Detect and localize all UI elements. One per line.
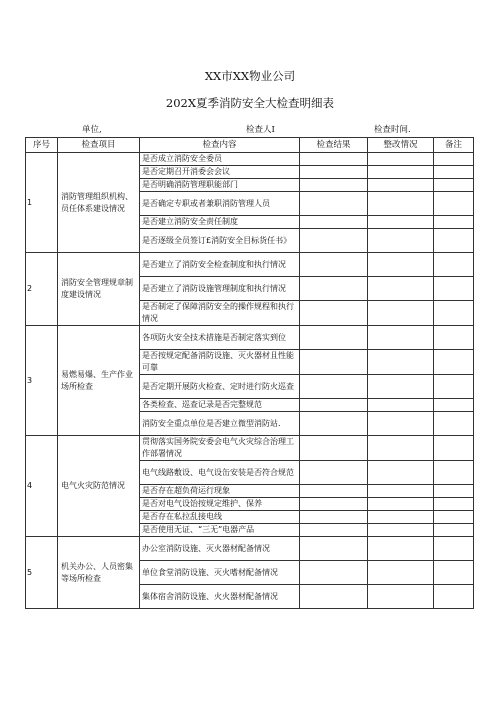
inspection-content: 是否成立消防安全委员	[140, 153, 300, 166]
inspection-content: 是否逐级全员签订£消防安全目标货任书》	[140, 229, 300, 253]
inspection-item: 电气火灾防范情况	[58, 436, 140, 537]
inspection-content: 是否存在超负荷运行现象	[140, 485, 300, 498]
remarks-cell[interactable]	[434, 399, 474, 412]
inspection-content: 是否建立了消防设施管理制度和执行情况	[140, 277, 300, 301]
row-number: 1	[26, 153, 58, 253]
result-cell[interactable]	[300, 399, 368, 412]
remarks-cell[interactable]	[434, 524, 474, 537]
rectification-cell[interactable]	[368, 192, 434, 216]
result-cell[interactable]	[300, 153, 368, 166]
remarks-cell[interactable]	[434, 216, 474, 229]
rectification-cell[interactable]	[368, 436, 434, 461]
rectification-cell[interactable]	[368, 229, 434, 253]
remarks-cell[interactable]	[434, 277, 474, 301]
remarks-cell[interactable]	[434, 561, 474, 585]
rectification-cell[interactable]	[368, 301, 434, 326]
result-cell[interactable]	[300, 511, 368, 524]
inspection-content: 办公室消防设施、灭火器材配备情况	[140, 537, 300, 561]
result-cell[interactable]	[300, 461, 368, 485]
inspection-content: 是否按规定配备消防设施、灭火器材且性能可靠	[140, 350, 300, 375]
result-cell[interactable]	[300, 216, 368, 229]
inspection-content: 电气线路敷设、电气设缶安装是否符合规范	[140, 461, 300, 485]
rectification-cell[interactable]	[368, 412, 434, 436]
result-cell[interactable]	[300, 192, 368, 216]
result-cell[interactable]	[300, 412, 368, 436]
inspection-content: 是否定期召开消委会会议	[140, 166, 300, 179]
remarks-cell[interactable]	[434, 375, 474, 399]
rectification-cell[interactable]	[368, 524, 434, 537]
rectification-cell[interactable]	[368, 461, 434, 485]
unit-label: 单位,	[82, 125, 102, 135]
row-number: 2	[26, 253, 58, 326]
result-cell[interactable]	[300, 498, 368, 511]
remarks-cell[interactable]	[434, 498, 474, 511]
remarks-cell[interactable]	[434, 350, 474, 375]
inspector-label: 检查人I	[246, 125, 275, 135]
rectification-cell[interactable]	[368, 166, 434, 179]
inspection-content: 是否定期开展防火检查、定时进行防火巡查	[140, 375, 300, 399]
result-cell[interactable]	[300, 277, 368, 301]
rectification-cell[interactable]	[368, 511, 434, 524]
inspection-content: 是否确定专职或者兼职消防管理人员	[140, 192, 300, 216]
inspection-item: 机关办公、人员密集等场所检查	[58, 537, 140, 609]
header-row	[26, 138, 474, 153]
inspection-content: 消防安全重点单位是否建立微型消防站.	[140, 412, 300, 436]
remarks-cell[interactable]	[434, 537, 474, 561]
column-header-content: 检查内容	[140, 138, 300, 153]
inspection-content: 各项防火安全技术措施是否制定落实到位	[140, 326, 300, 350]
result-cell[interactable]	[300, 166, 368, 179]
table-row	[26, 253, 474, 277]
inspection-content: 是否建立消防安全责任制度	[140, 216, 300, 229]
remarks-cell[interactable]	[434, 436, 474, 461]
result-cell[interactable]	[300, 350, 368, 375]
result-cell[interactable]	[300, 537, 368, 561]
rectification-cell[interactable]	[368, 585, 434, 609]
inspection-content: 是否存在私拉乱接电线	[140, 511, 300, 524]
result-cell[interactable]	[300, 561, 368, 585]
remarks-cell[interactable]	[434, 166, 474, 179]
row-number: 4	[26, 436, 58, 537]
inspection-item: 消防安全管理规章制度建设情况	[58, 253, 140, 326]
table-row	[26, 537, 474, 561]
table-row	[26, 153, 474, 166]
remarks-cell[interactable]	[434, 301, 474, 326]
document-title: 202X夏季消防安全大检查明细表	[165, 96, 335, 110]
rectification-cell[interactable]	[368, 153, 434, 166]
result-cell[interactable]	[300, 485, 368, 498]
result-cell[interactable]	[300, 436, 368, 461]
company-name: XX市XX物业公司	[204, 69, 296, 83]
column-header-rectification: 整改情况	[368, 138, 434, 153]
remarks-cell[interactable]	[434, 412, 474, 436]
remarks-cell[interactable]	[434, 179, 474, 192]
table-row	[26, 436, 474, 461]
inspection-content: 是否明确消防管理职能部门	[140, 179, 300, 192]
table-row	[26, 326, 474, 350]
rectification-cell[interactable]	[368, 253, 434, 277]
result-cell[interactable]	[300, 326, 368, 350]
inspection-content: 贯彻落实国务院安委会电气火灾综合治理工作部署情况	[140, 436, 300, 461]
inspection-table	[25, 137, 474, 609]
inspection-content: 集体宿舍消防设施、火火器材配备情况	[140, 585, 300, 609]
column-header-result: 检查结果	[300, 138, 368, 153]
remarks-cell[interactable]	[434, 153, 474, 166]
rectification-cell[interactable]	[368, 179, 434, 192]
result-cell[interactable]	[300, 524, 368, 537]
inspection-content: 是否建立了消防安全检查制度和执行情况	[140, 253, 300, 277]
inspection-content: 单位食堂消防设施、灭火嗜材配备情况	[140, 561, 300, 585]
rectification-cell[interactable]	[368, 485, 434, 498]
inspection-time-label: 检查时间.	[374, 125, 411, 135]
inspection-item: 消防管理组织机构、员任体系建设情况	[58, 153, 140, 253]
inspection-content: 各类检查、巡查记录是否完整规范	[140, 399, 300, 412]
remarks-cell[interactable]	[434, 253, 474, 277]
rectification-cell[interactable]	[368, 498, 434, 511]
rectification-cell[interactable]	[368, 350, 434, 375]
result-cell[interactable]	[300, 301, 368, 326]
remarks-cell[interactable]	[434, 229, 474, 253]
row-number: 5	[26, 537, 58, 609]
rectification-cell[interactable]	[368, 561, 434, 585]
column-header-no: 序号	[26, 138, 58, 153]
column-header-remarks: 备注	[434, 138, 474, 153]
remarks-cell[interactable]	[434, 585, 474, 609]
rectification-cell[interactable]	[368, 326, 434, 350]
remarks-cell[interactable]	[434, 192, 474, 216]
result-cell[interactable]	[300, 229, 368, 253]
result-cell[interactable]	[300, 179, 368, 192]
remarks-cell[interactable]	[434, 511, 474, 524]
result-cell[interactable]	[300, 585, 368, 609]
rectification-cell[interactable]	[368, 277, 434, 301]
result-cell[interactable]	[300, 375, 368, 399]
rectification-cell[interactable]	[368, 216, 434, 229]
inspection-content: 是否使用无证、“三无”电器产品	[140, 524, 300, 537]
inspection-content: 是否制定了保障消防安全的操作规程和执行情况	[140, 301, 300, 326]
rectification-cell[interactable]	[368, 399, 434, 412]
inspection-content: 是否对电气设饴按规定维护、保养	[140, 498, 300, 511]
result-cell[interactable]	[300, 253, 368, 277]
remarks-cell[interactable]	[434, 461, 474, 485]
remarks-cell[interactable]	[434, 326, 474, 350]
row-number: 3	[26, 326, 58, 436]
inspection-item: 易燃易爆、生产作业场所检查	[58, 326, 140, 436]
remarks-cell[interactable]	[434, 485, 474, 498]
column-header-item: 检查项目	[58, 138, 140, 153]
rectification-cell[interactable]	[368, 537, 434, 561]
rectification-cell[interactable]	[368, 375, 434, 399]
